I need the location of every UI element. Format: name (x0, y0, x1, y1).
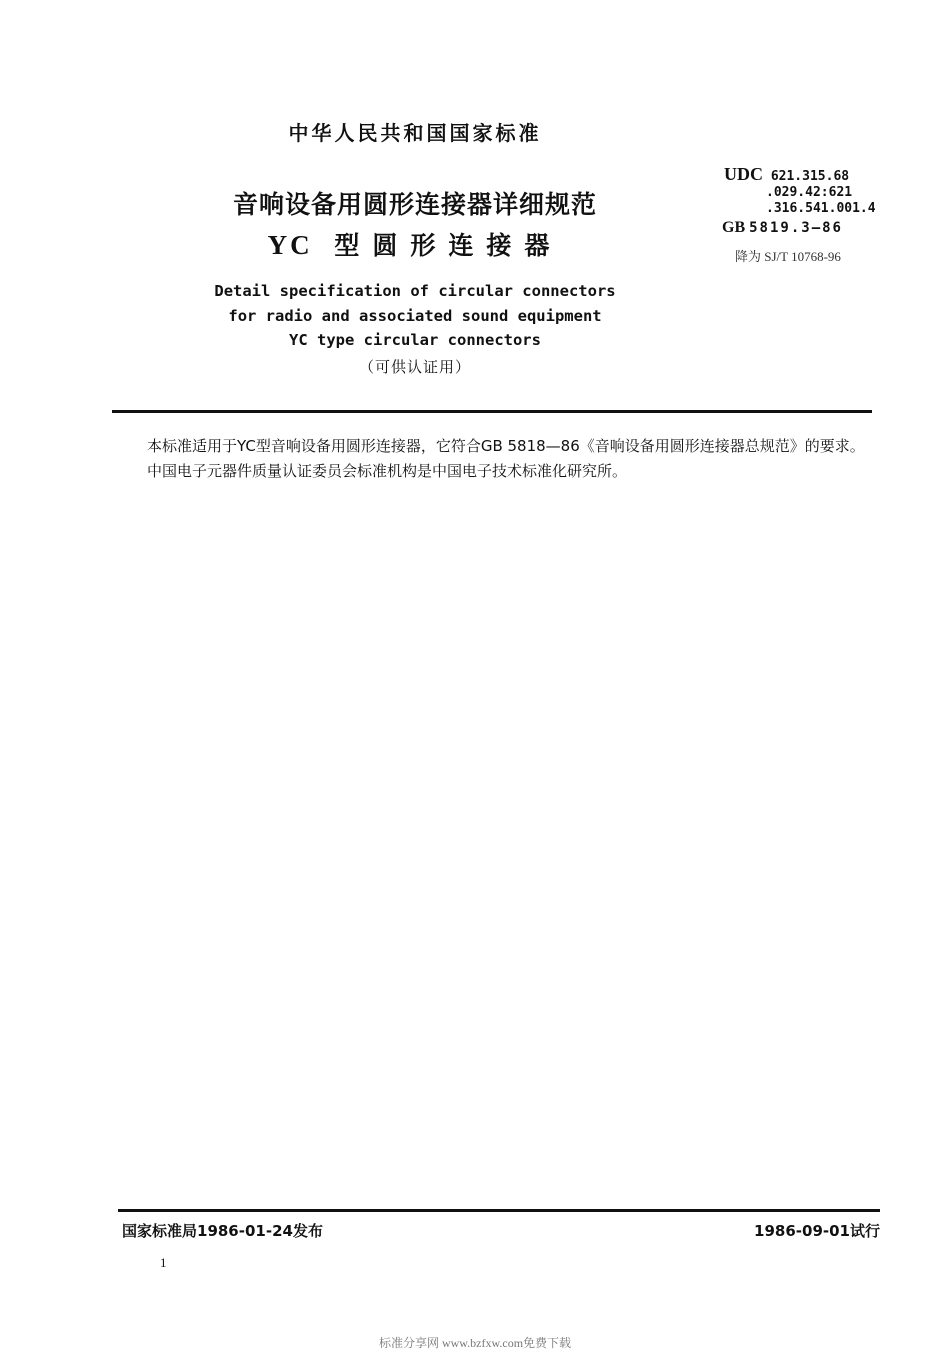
page-number: 1 (160, 1255, 167, 1270)
body-paragraph-1: 本标准适用于YC型音响设备用圆形连接器，它符合GB 5818—86《音响设备用圆形连接器总规范》的要求。 (147, 437, 865, 455)
udc-code-1: 621.315.68 (770, 169, 850, 184)
udc-line1 (724, 166, 876, 185)
effective-date: 1986-09-01试行 (754, 1222, 880, 1240)
udc-classification (724, 166, 876, 217)
certification-note: （可供认证用） (358, 358, 471, 376)
gb-number: 5819.3—86 (749, 220, 843, 236)
title-english-line3: YC type circular connectors (289, 331, 541, 349)
title-chinese-line2-rest: 型圆形连接器 (334, 231, 563, 260)
udc-prefix: UDC (724, 164, 763, 184)
gb-prefix: GB (722, 219, 746, 236)
body-text (110, 434, 875, 484)
issue-date: 国家标准局1986-01-24发布 (122, 1222, 323, 1240)
title-chinese-line1: 音响设备用圆形连接器详细规范 (232, 190, 597, 219)
gb-standard-number (722, 219, 843, 237)
title-english (0, 279, 830, 353)
replaced-by-note: 降为 SJ/T 10768-96 (735, 249, 841, 264)
udc-line3: .316.541.001.4 (766, 201, 876, 216)
title-chinese-line2-prefix: YC (267, 230, 313, 260)
title-english-line2: for radio and associated sound equipment (228, 306, 602, 325)
national-standard-label: 中华人民共和国国家标准 (288, 121, 542, 145)
bottom-divider (118, 1209, 880, 1212)
title-english-line1: Detail specification of circular connectors (214, 282, 616, 300)
top-divider (112, 410, 872, 413)
title-chinese-line2 (0, 226, 830, 262)
udc-line2: .029.42:621 (766, 185, 853, 200)
body-paragraph-2: 中国电子元器件质量认证委员会标准机构是中国电子技术标准化研究所。 (147, 462, 628, 480)
watermark: 标准分享网 www.bzfxw.com免费下载 (378, 1336, 572, 1350)
